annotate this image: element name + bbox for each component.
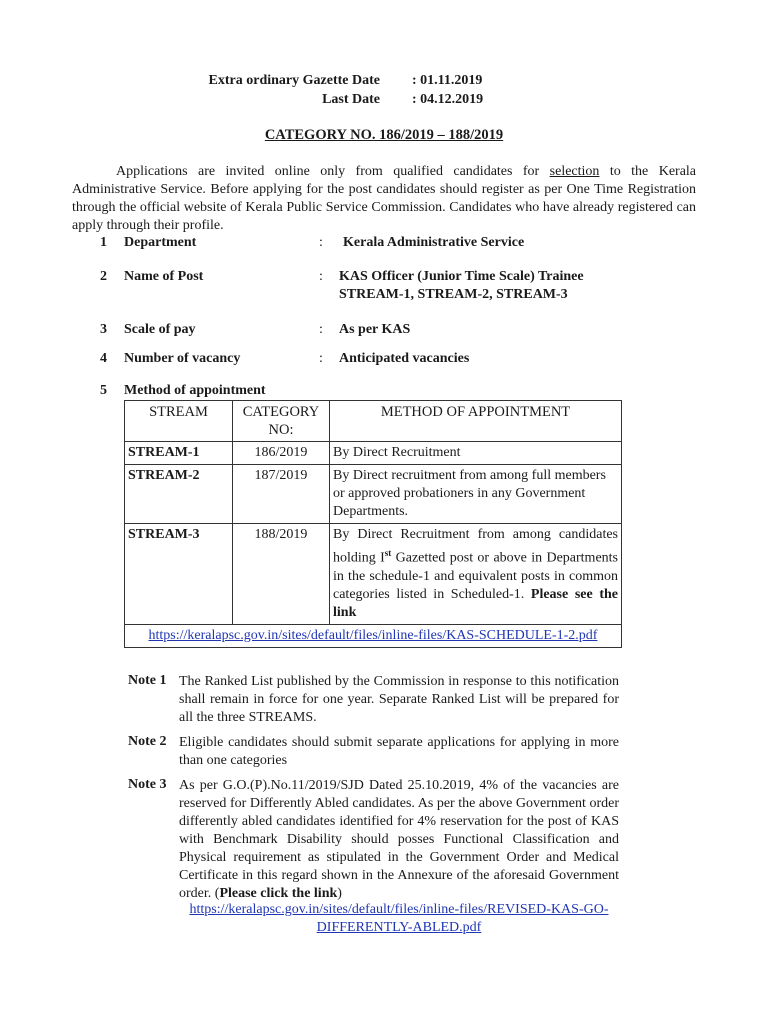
item-2-number: 2	[100, 269, 107, 284]
item-4-label: Number of vacancy	[124, 351, 241, 366]
item-5-label: Method of appointment	[124, 383, 266, 398]
link-cell	[125, 624, 622, 647]
row-1-category: 186/2019	[233, 442, 330, 465]
intro-first-line	[116, 163, 696, 181]
item-4-colon: :	[319, 351, 323, 366]
item-1-colon: :	[319, 235, 323, 250]
item-5-number: 5	[100, 383, 107, 398]
table-header-row	[125, 401, 622, 442]
row-1-method: By Direct Recruitment	[330, 442, 622, 465]
item-1-label: Department	[124, 235, 197, 250]
row-3-category: 188/2019	[233, 524, 330, 625]
note-2-text: Eligible candidates should submit separate applications for applying in more than one categories	[179, 735, 619, 768]
row-2-stream: STREAM-2	[125, 465, 233, 524]
item-3-number: 3	[100, 322, 107, 337]
intro-paragraph: Administrative Service. Before applying for the post candidates should register as per One Time Registration through the official website of Kerala Public Service Commission. Candidates who have already registered can apply through their profile.	[72, 182, 696, 233]
note-3-body: As per G.O.(P).No.11/2019/SJD Dated 25.10.2019, 4% of the vacancies are reserved for Differently Abled candidates. As per the above Government order differently abled candidates identified for 4% reservation for the post of KAS with Benchmark Disability should posses Functional Classification and Physical requirement as stipulated in the Government Order and Medical Certificate in this regard shown in the Annexure of the aforesaid Government order. (	[179, 778, 619, 901]
intro-line1-end: to the Kerala	[599, 164, 697, 179]
last-date-value: : 04.12.2019	[412, 92, 484, 107]
appointment-table	[124, 400, 622, 648]
header-stream: STREAM	[125, 401, 233, 442]
note-1-text: The Ranked List published by the Commission in response to this notification shall remain in force for one year. Separate Ranked List will be prepared for all the three STREAMS.	[179, 674, 619, 725]
item-3-label: Scale of pay	[124, 322, 196, 337]
row-3-method-text-b: Gazetted post or above in Departments in the schedule-1 and equivalent posts in common categories listed in Scheduled-1.	[333, 550, 618, 602]
item-2-value-streams: STREAM-1, STREAM-2, STREAM-3	[339, 287, 568, 302]
row-3-method-link-prompt: Please see the link	[333, 586, 618, 620]
row-2-method: By Direct recruitment from among full members or approved probationers in any Government Departments.	[330, 465, 622, 524]
row-3-method-text-a: By Direct Recruitment from among candidates holding I	[333, 527, 618, 566]
table-link-row	[125, 624, 622, 647]
category-number-heading: CATEGORY NO. 186/2019 – 188/2019	[264, 127, 504, 143]
item-1-value: Kerala Administrative Service	[343, 235, 525, 250]
item-4-number: 4	[100, 351, 107, 366]
gazette-date-value: : 01.11.2019	[412, 73, 483, 88]
item-3-value: As per KAS	[339, 322, 411, 337]
item-2-colon: :	[319, 269, 323, 284]
row-2-category: 187/2019	[233, 465, 330, 524]
note-3-text	[179, 777, 619, 903]
note-3-label: Note 3	[128, 777, 167, 792]
table-row	[125, 524, 622, 625]
table-row	[125, 465, 622, 524]
note-3-close-paren: )	[337, 886, 342, 901]
last-date-label: Last Date	[322, 92, 380, 107]
item-2-label: Name of Post	[124, 269, 204, 284]
row-3-method-sup: st	[384, 548, 392, 558]
note-1-label: Note 1	[128, 673, 167, 688]
differently-abled-pdf-link-line1[interactable]: https://keralapsc.gov.in/sites/default/files/inline-files/REVISED-KAS-GO-	[189, 902, 609, 917]
schedule-pdf-link[interactable]: https://keralapsc.gov.in/sites/default/files/inline-files/KAS-SCHEDULE-1-2.pdf	[148, 627, 598, 643]
row-3-method	[330, 524, 622, 625]
differently-abled-pdf-link-line2[interactable]: DIFFERENTLY-ABLED.pdf	[316, 920, 482, 935]
note-2-label: Note 2	[128, 734, 167, 749]
header-method: METHOD OF APPOINTMENT	[330, 401, 622, 442]
row-1-stream: STREAM-1	[125, 442, 233, 465]
header-category: CATEGORY NO:	[233, 401, 330, 442]
item-1-number: 1	[100, 235, 107, 250]
note-3-link-prompt: Please click the link	[219, 886, 338, 901]
item-4-value: Anticipated vacancies	[339, 351, 470, 366]
item-3-colon: :	[319, 322, 323, 337]
row-3-stream: STREAM-3	[125, 524, 233, 625]
item-2-value: KAS Officer (Junior Time Scale) Trainee	[339, 269, 584, 284]
intro-selection-word: selection	[549, 164, 600, 179]
note-3-link-block	[179, 901, 619, 937]
intro-line1-start: Applications are invited online only from qualified candidates for	[116, 164, 550, 179]
gazette-date-label: Extra ordinary Gazette Date	[208, 73, 380, 88]
table-row	[125, 442, 622, 465]
